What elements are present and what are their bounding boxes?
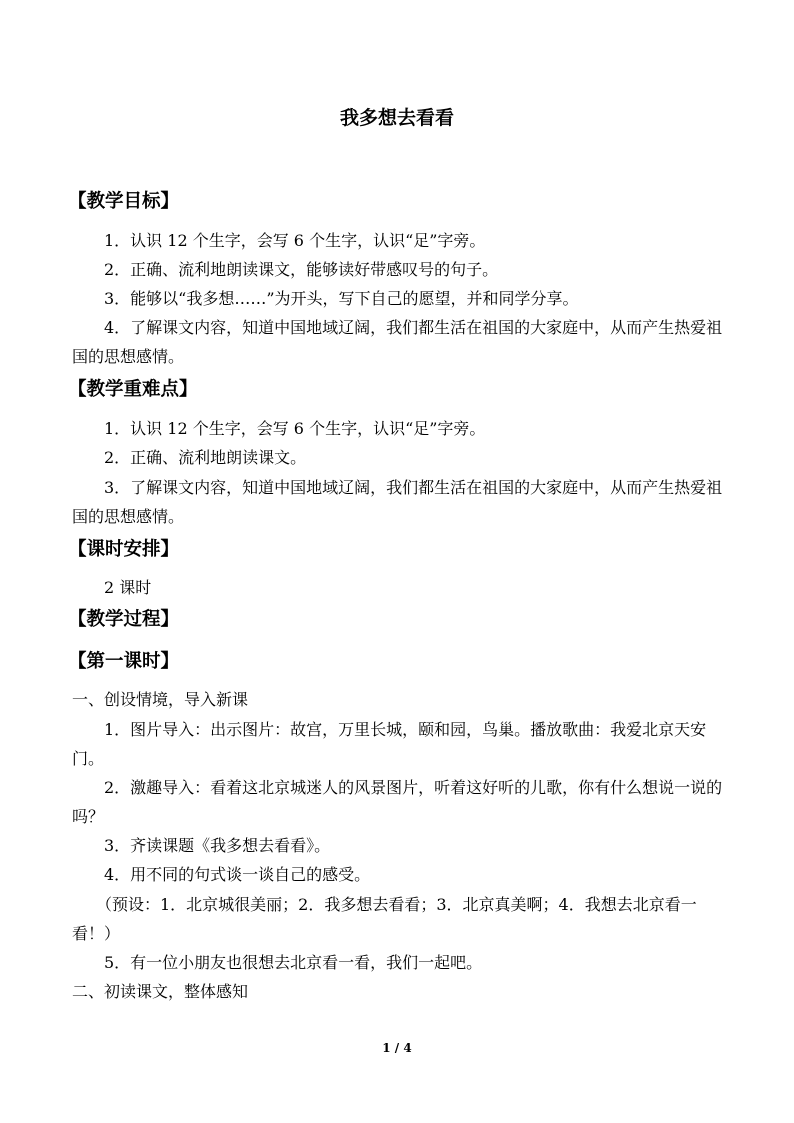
paragraph: 5．有一位小朋友也很想去北京看一看，我们一起吧。 bbox=[104, 953, 483, 972]
section-heading-process: 【教学过程】 bbox=[68, 609, 180, 630]
subsection-heading: 一、创设情境，导入新课 bbox=[72, 690, 249, 709]
paragraph: 4．用不同的句式谈一谈自己的感受。 bbox=[104, 865, 371, 884]
paragraph-continuation: 门。 bbox=[72, 749, 105, 768]
section-heading-key-points: 【教学重难点】 bbox=[68, 379, 198, 400]
section-heading-goals: 【教学目标】 bbox=[68, 191, 180, 212]
page-number: 1 / 4 bbox=[382, 1041, 412, 1055]
paragraph: 2．正确、流利地朗读课文，能够读好带感叹号的句子。 bbox=[104, 260, 499, 279]
section-heading-schedule: 【课时安排】 bbox=[68, 539, 180, 560]
paragraph-continuation: 国的思想感情。 bbox=[72, 507, 185, 526]
paragraph-continuation: 看！） bbox=[72, 924, 121, 943]
paragraph: 2．激趣导入：看着这北京城迷人的风景图片，听着这好听的儿歌，你有什么想说一说的 bbox=[104, 778, 723, 797]
paragraph: 1．认识 12 个生字，会写 6 个生字，认识“足”字旁。 bbox=[104, 419, 486, 438]
page-title: 我多想去看看 bbox=[339, 107, 454, 129]
paragraph: 3．了解课文内容，知道中国地域辽阔，我们都生活在祖国的大家庭中，从而产生热爱祖 bbox=[104, 478, 723, 497]
paragraph-continuation: 吗？ bbox=[72, 807, 105, 826]
subsection-heading: 二、初读课文，整体感知 bbox=[72, 982, 249, 1001]
paragraph: 1．图片导入：出示图片：故宫，万里长城，颐和园，鸟巢。播放歌曲：我爱北京天安 bbox=[104, 720, 707, 739]
paragraph-continuation: 国的思想感情。 bbox=[72, 347, 185, 366]
paragraph: 3．能够以“我多想……”为开头，写下自己的愿望，并和同学分享。 bbox=[104, 289, 579, 308]
paragraph: 1．认识 12 个生字，会写 6 个生字，认识“足”字旁。 bbox=[104, 231, 486, 250]
paragraph: 2 课时 bbox=[104, 578, 152, 597]
paragraph: 2．正确、流利地朗读课文。 bbox=[104, 448, 307, 467]
paragraph: 4．了解课文内容，知道中国地域辽阔，我们都生活在祖国的大家庭中，从而产生热爱祖 bbox=[104, 318, 723, 337]
section-heading-first-lesson: 【第一课时】 bbox=[68, 651, 180, 672]
paragraph: 3．齐读课题《我多想去看看》。 bbox=[104, 836, 331, 855]
paragraph: （预设：1．北京城很美丽；2．我多想去看看；3．北京真美啊；4．我想去北京看一 bbox=[96, 895, 697, 914]
